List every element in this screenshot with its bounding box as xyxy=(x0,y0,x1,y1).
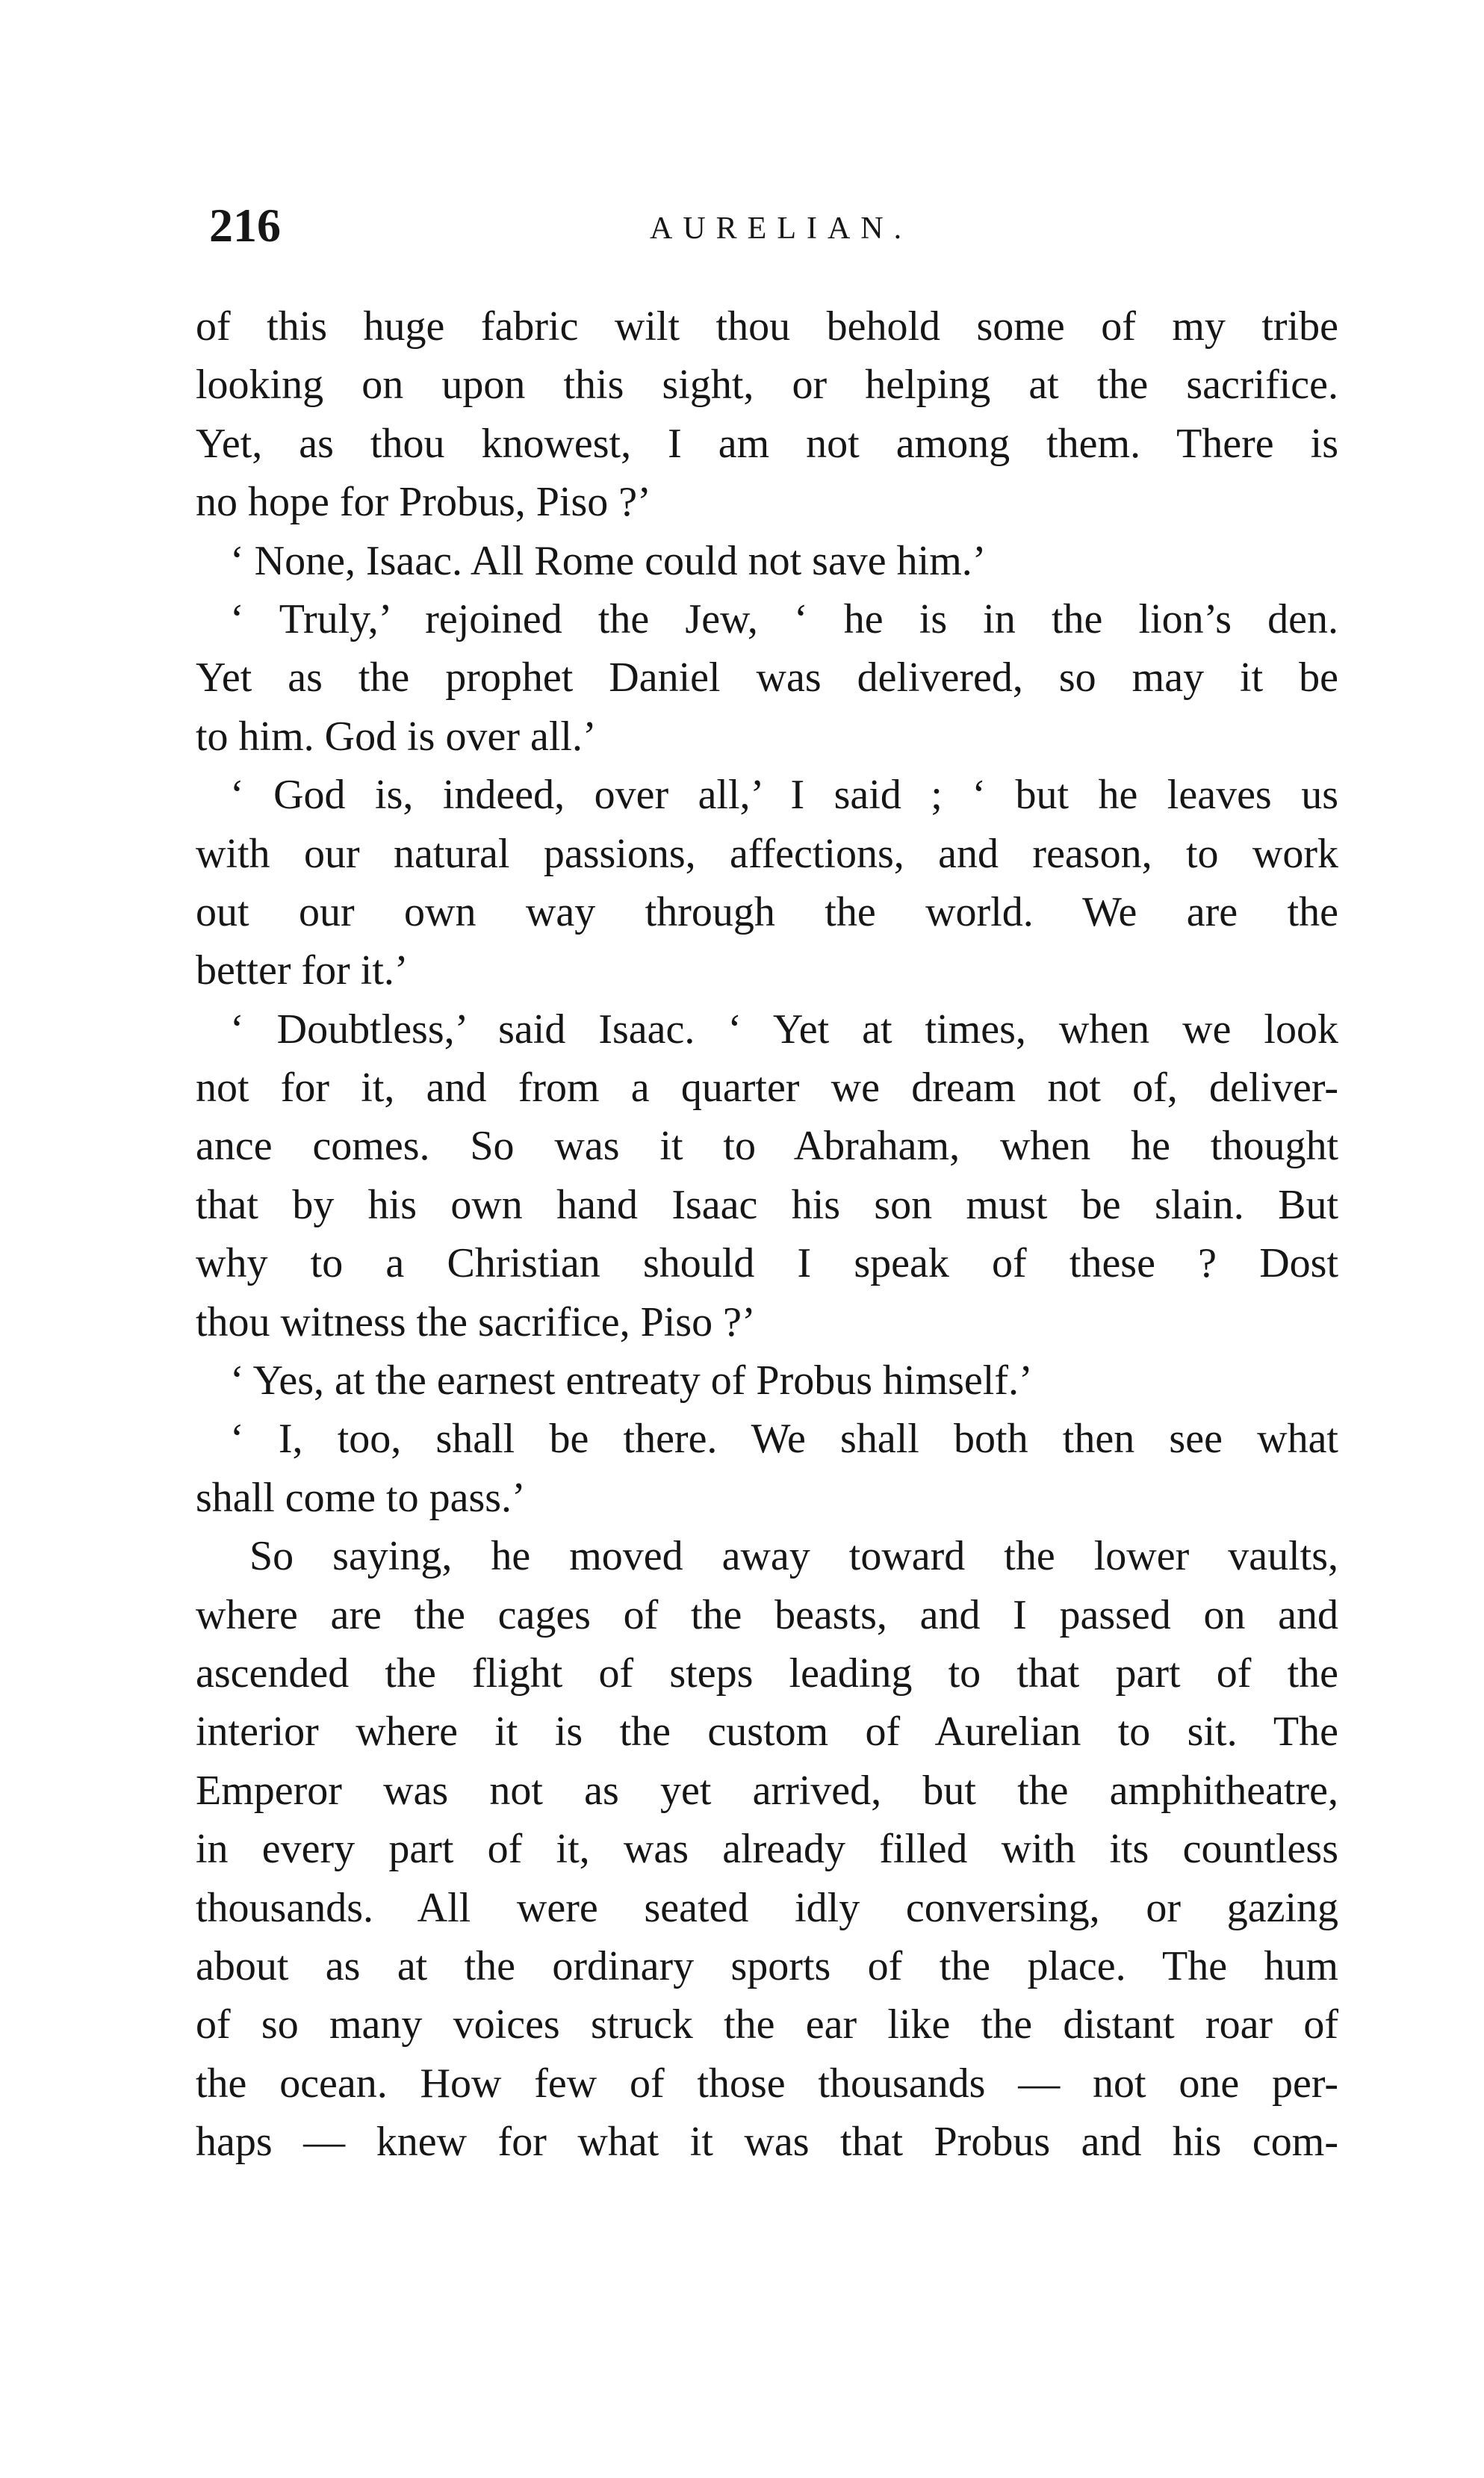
text-line: Yet, as thou knowest, I am not among them. There is xyxy=(196,420,1338,467)
page-number: 216 xyxy=(209,199,281,252)
text-line: interior where it is the custom of Aurelian to sit. The xyxy=(196,1709,1338,1756)
text-line: not for it, and from a quarter we dream not of, deliver- xyxy=(196,1065,1338,1112)
text-line: in every part of it, was already filled with its countless xyxy=(196,1826,1338,1873)
text-line: ance comes. So was it to Abraham, when he thought xyxy=(196,1123,1338,1170)
text-line: ‘ Doubtless,’ said Isaac. ‘ Yet at times, when we look xyxy=(230,1006,1338,1053)
text-line: ‘ None, Isaac. All Rome could not save him.’ xyxy=(230,537,987,584)
text-line: ‘ God is, indeed, over all,’ I said ; ‘ but he leaves us xyxy=(230,772,1338,819)
text-line: haps — knew for what it was that Probus and his com- xyxy=(196,2119,1338,2166)
body-text xyxy=(196,297,1338,2172)
text-line: So saying, he moved away toward the lower vaults, xyxy=(249,1533,1338,1580)
text-line: about as at the ordinary sports of the place. The hum xyxy=(196,1942,1338,1989)
text-line: why to a Christian should I speak of these ? Dost xyxy=(196,1240,1338,1287)
text-line: out our own way through the world. We are the xyxy=(196,888,1338,935)
text-line: where are the cages of the beasts, and I passed on and xyxy=(196,1591,1338,1638)
running-head xyxy=(209,196,1344,255)
text-line: to him. God is over all.’ xyxy=(196,713,597,760)
text-line: of so many voices struck the ear like the distant roar of xyxy=(196,2001,1338,2048)
text-line: the ocean. How few of those thousands — not one per- xyxy=(196,2060,1338,2107)
text-line: better for it.’ xyxy=(196,947,409,994)
text-line: of this huge fabric wilt thou behold some of my tribe xyxy=(196,303,1338,350)
text-line: looking on upon this sight, or helping at the sacrifice. xyxy=(196,362,1338,409)
text-line: ‘ Yes, at the earnest entreaty of Probus himself.’ xyxy=(230,1357,1033,1404)
text-line: with our natural passions, affections, and reason, to work xyxy=(196,830,1338,877)
text-line: that by his own hand Isaac his son must be slain. But xyxy=(196,1181,1338,1228)
text-line: Emperor was not as yet arrived, but the amphitheatre, xyxy=(196,1767,1338,1814)
running-title: AURELIAN. xyxy=(650,211,913,246)
text-line: thou witness the sacrifice, Piso ?’ xyxy=(196,1298,756,1345)
text-line: shall come to pass.’ xyxy=(196,1474,526,1521)
text-line: ‘ I, too, shall be there. We shall both then see what xyxy=(230,1416,1338,1463)
text-line: ‘ Truly,’ rejoined the Jew, ‘ he is in the lion’s den. xyxy=(230,595,1338,642)
text-line: no hope for Probus, Piso ?’ xyxy=(196,479,651,526)
text-line: Yet as the prophet Daniel was delivered, so may it be xyxy=(196,654,1338,701)
text-line: thousands. All were seated idly conversing, or gazing xyxy=(196,1884,1338,1931)
text-line: ascended the flight of steps leading to that part of the xyxy=(196,1650,1338,1697)
